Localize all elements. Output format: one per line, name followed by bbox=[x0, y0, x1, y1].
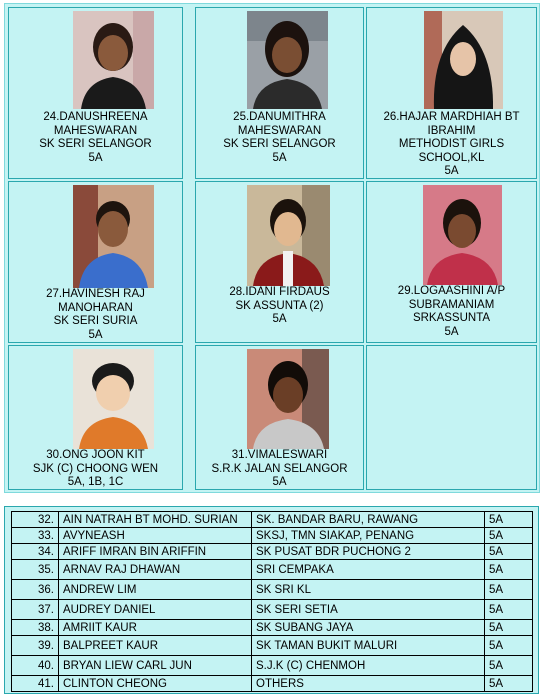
table-row bbox=[12, 560, 533, 580]
student-name: BRYAN LIEW CARL JUN bbox=[59, 656, 252, 676]
row-number: 36. bbox=[12, 580, 59, 600]
student-caption: 27.HAVINESH RAJ MANOHARAN SK SERI SURIA 5A bbox=[46, 288, 145, 341]
student-card bbox=[195, 7, 364, 179]
row-number: 41. bbox=[12, 676, 59, 692]
school-name: SK SERI SETIA bbox=[252, 600, 485, 620]
empty-card bbox=[366, 345, 537, 490]
student-photo bbox=[247, 349, 329, 449]
table-row bbox=[12, 600, 533, 620]
row-number: 37. bbox=[12, 600, 59, 620]
row-number: 33. bbox=[12, 528, 59, 544]
school-name: S.J.K (C) CHENMOH bbox=[252, 656, 485, 676]
student-name: BALPREET KAUR bbox=[59, 636, 252, 656]
grade: 5A bbox=[485, 580, 533, 600]
student-name: AMRIIT KAUR bbox=[59, 620, 252, 636]
student-card bbox=[366, 7, 537, 179]
table-row bbox=[12, 620, 533, 636]
student-photo-grid bbox=[4, 3, 540, 493]
row-number: 40. bbox=[12, 656, 59, 676]
school-name: SK SUBANG JAYA bbox=[252, 620, 485, 636]
school-name: SK TAMAN BUKIT MALURI bbox=[252, 636, 485, 656]
table-row bbox=[12, 544, 533, 560]
table-row bbox=[12, 580, 533, 600]
table-row bbox=[12, 528, 533, 544]
school-name: SK. BANDAR BARU, RAWANG bbox=[252, 512, 485, 528]
grade: 5A bbox=[485, 560, 533, 580]
grade: 5A bbox=[485, 528, 533, 544]
student-card bbox=[8, 181, 183, 343]
table-row bbox=[12, 512, 533, 528]
row-number: 34. bbox=[12, 544, 59, 560]
student-caption: 26.HAJAR MARDHIAH BT IBRAHIM METHODIST GIRLS SCHOOL,KL 5A bbox=[383, 111, 520, 177]
results-table-container bbox=[4, 506, 539, 694]
student-caption: 25.DANUMITHRA MAHESWARAN SK SERI SELANGOR 5A bbox=[223, 111, 336, 164]
student-card bbox=[366, 181, 537, 343]
row-number: 32. bbox=[12, 512, 59, 528]
student-photo bbox=[424, 11, 503, 109]
school-name: SK PUSAT BDR PUCHONG 2 bbox=[252, 544, 485, 560]
school-name: SK SRI KL bbox=[252, 580, 485, 600]
grade: 5A bbox=[485, 512, 533, 528]
school-name: SKSJ, TMN SIAKAP, PENANG bbox=[252, 528, 485, 544]
student-name: AIN NATRAH BT MOHD. SURIAN bbox=[59, 512, 252, 528]
grade: 5A bbox=[485, 656, 533, 676]
student-photo bbox=[247, 11, 328, 109]
student-caption: 29.LOGAASHINI A/P SUBRAMANIAM SRKASSUNTA 5A bbox=[397, 285, 506, 338]
student-card bbox=[195, 181, 364, 343]
row-number: 39. bbox=[12, 636, 59, 656]
table-row bbox=[12, 636, 533, 656]
student-photo bbox=[73, 349, 154, 449]
student-name: ARIFF IMRAN BIN ARIFFIN bbox=[59, 544, 252, 560]
row-number: 35. bbox=[12, 560, 59, 580]
table-row bbox=[12, 676, 533, 692]
student-card bbox=[195, 345, 364, 490]
student-photo bbox=[247, 185, 330, 286]
results-table bbox=[11, 511, 533, 692]
student-caption: 31.VIMALESWARI S.R.K JALAN SELANGOR 5A bbox=[211, 449, 348, 488]
student-card bbox=[8, 7, 183, 179]
school-name: OTHERS bbox=[252, 676, 485, 692]
student-caption: 30.ONG JOON KIT SJK (C) CHOONG WEN 5A, 1B, 1C bbox=[32, 449, 159, 488]
student-name: AUDREY DANIEL bbox=[59, 600, 252, 620]
grade: 5A bbox=[485, 620, 533, 636]
student-photo bbox=[73, 185, 154, 288]
grade: 5A bbox=[485, 636, 533, 656]
grade: 5A bbox=[485, 600, 533, 620]
student-caption: 24.DANUSHREENA MAHESWARAN SK SERI SELANGOR 5A bbox=[39, 111, 152, 164]
student-card bbox=[8, 345, 183, 490]
grade: 5A bbox=[485, 676, 533, 692]
table-row bbox=[12, 656, 533, 676]
grade: 5A bbox=[485, 544, 533, 560]
student-name: ANDREW LIM bbox=[59, 580, 252, 600]
student-name: ARNAV RAJ DHAWAN bbox=[59, 560, 252, 580]
student-photo bbox=[423, 185, 502, 285]
row-number: 38. bbox=[12, 620, 59, 636]
school-name: SRI CEMPAKA bbox=[252, 560, 485, 580]
student-name: AVYNEASH bbox=[59, 528, 252, 544]
student-name: CLINTON CHEONG bbox=[59, 676, 252, 692]
student-caption: 28.IDANI FIRDAUS SK ASSUNTA (2) 5A bbox=[229, 286, 330, 325]
student-photo bbox=[73, 11, 154, 109]
